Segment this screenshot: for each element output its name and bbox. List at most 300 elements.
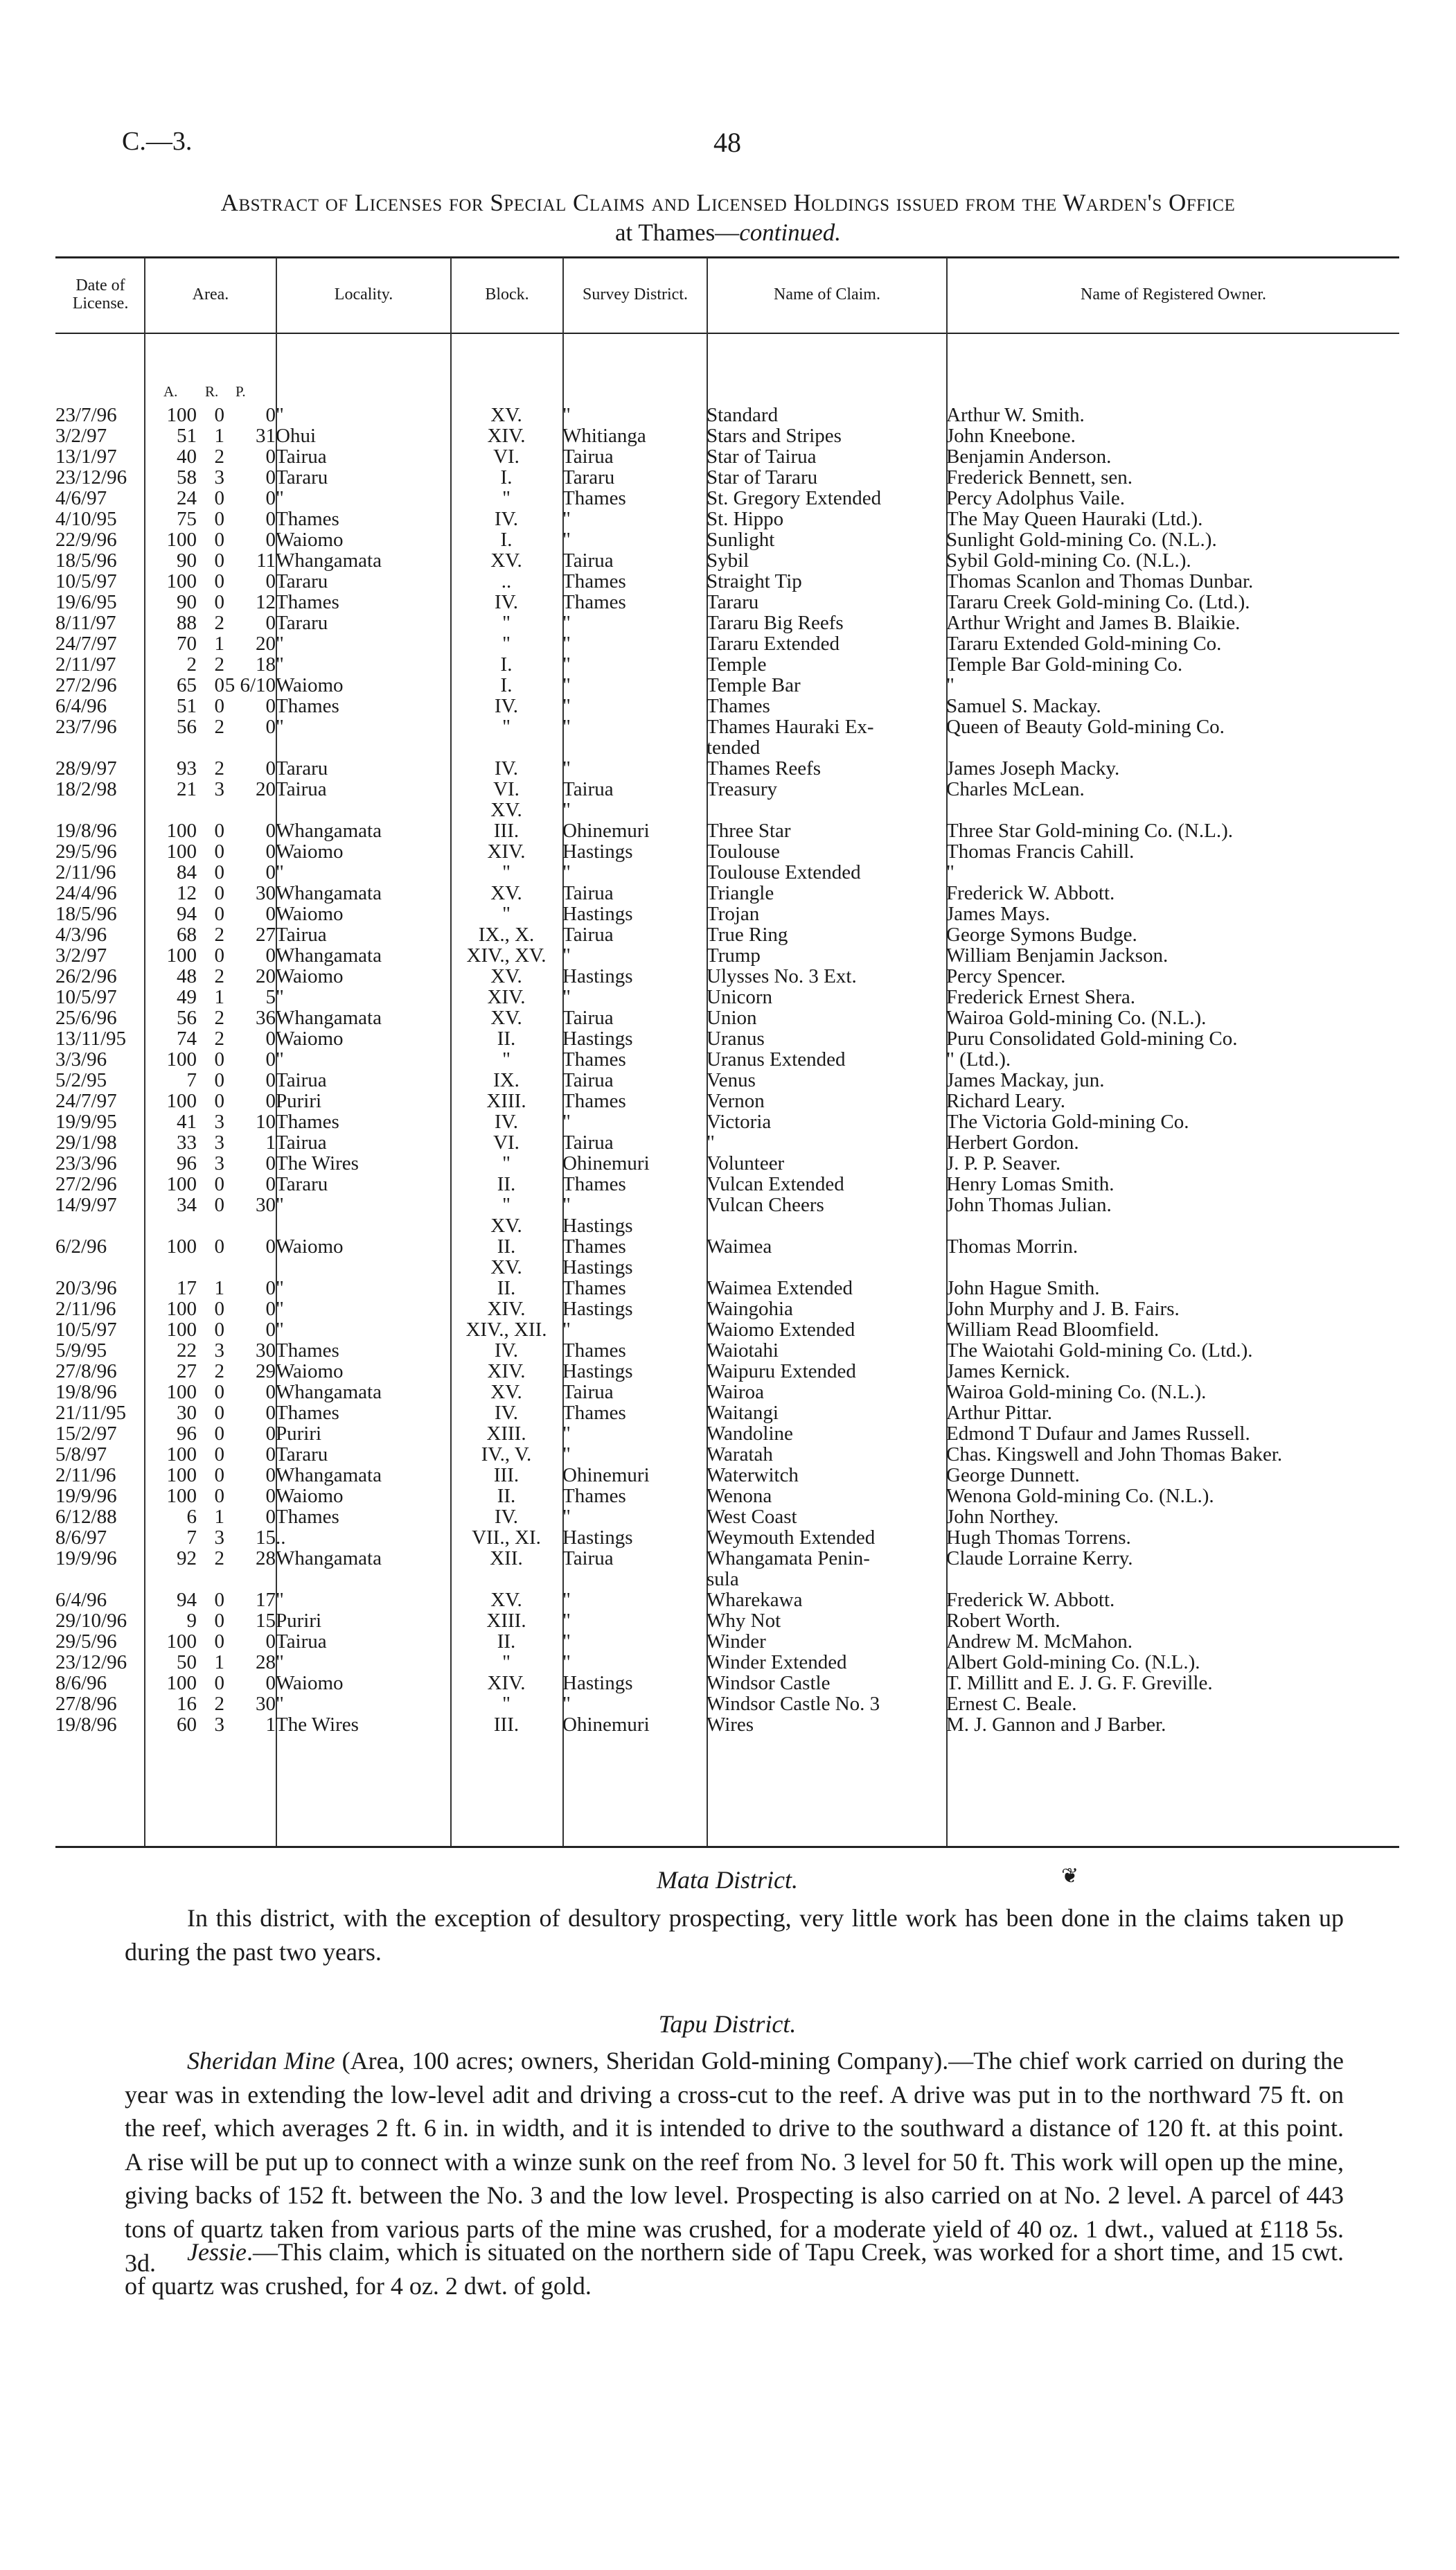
cell-cl: Triangle xyxy=(707,883,774,904)
cell-blk: XIV. xyxy=(487,1673,526,1693)
cell-cl: Uranus Extended xyxy=(707,1049,846,1070)
cell-own: Sybil Gold-mining Co. (N.L.). xyxy=(946,550,1191,571)
cell-loc: Puriri xyxy=(276,1610,322,1631)
cell-p: 0 xyxy=(265,509,276,529)
cell-cl: Ulysses No. 3 Ext. xyxy=(707,966,857,987)
table-row xyxy=(55,488,1399,509)
cell-a: 100 xyxy=(166,1382,197,1402)
cell-r: 2 xyxy=(214,966,224,987)
cell-blk: " xyxy=(502,488,511,509)
cell-loc: Thames xyxy=(276,696,339,716)
cell-own: Queen of Beauty Gold-mining Co. xyxy=(946,716,1225,737)
cell-a: 48 xyxy=(177,966,197,987)
cell-date: 3/3/96 xyxy=(55,1049,107,1070)
cell-p: 15 xyxy=(256,1610,276,1631)
cell-loc: " xyxy=(276,716,284,737)
table-row xyxy=(55,529,1399,550)
cell-cl: Waimea xyxy=(707,1236,772,1257)
cell-blk: " xyxy=(502,904,511,924)
cell-r: 0 xyxy=(214,1195,224,1215)
cell-r: 3 xyxy=(214,1527,224,1548)
cell-a: 9 xyxy=(186,1610,197,1631)
cell-sur: " xyxy=(562,1111,571,1132)
cell-a: 100 xyxy=(166,1049,197,1070)
table-row xyxy=(55,1486,1399,1506)
cell-a: 100 xyxy=(166,1299,197,1319)
cell-a: 100 xyxy=(166,405,197,425)
cell-a: 88 xyxy=(177,613,197,633)
cell-blk: IV. xyxy=(494,1111,519,1132)
cell-cl: Waipuru Extended xyxy=(707,1361,856,1382)
cell-sur: Tairua xyxy=(562,1070,614,1091)
cell-sur: Tairua xyxy=(562,550,614,571)
cell-sur: Tairua xyxy=(562,1548,614,1569)
cell-sur: " xyxy=(562,758,571,779)
table-row xyxy=(55,1382,1399,1402)
cell-cl: Winder Extended xyxy=(707,1652,847,1673)
cell-loc: Tairua xyxy=(276,1631,327,1652)
cell-cl xyxy=(707,1215,946,1236)
cell-r: 0 xyxy=(214,405,224,425)
cell-a: 100 xyxy=(166,1465,197,1486)
cell-loc: Thames xyxy=(276,1402,339,1423)
cell-cl: Trump xyxy=(707,945,761,966)
cell-r: 1 xyxy=(214,1506,224,1527)
cell-loc: Tararu xyxy=(276,758,328,779)
cell-cl: Star of Tararu xyxy=(707,467,818,488)
cell-own: Ernest C. Beale. xyxy=(946,1693,1077,1714)
cell-loc: Tairua xyxy=(276,1132,327,1153)
cell-date: 27/8/96 xyxy=(55,1693,117,1714)
cell-blk: " xyxy=(502,1195,511,1215)
cell-loc: " xyxy=(276,1278,284,1299)
cell-loc: The Wires xyxy=(276,1714,359,1735)
cell-a: 27 xyxy=(177,1361,197,1382)
cell-sur: " xyxy=(562,529,571,550)
cell-sur: Hastings xyxy=(562,1361,633,1382)
cell-date: 19/8/96 xyxy=(55,1714,117,1735)
cell-own: William Benjamin Jackson. xyxy=(946,945,1169,966)
cell-loc: Whangamata xyxy=(276,550,382,571)
cell-blk: IV. xyxy=(494,592,519,613)
cell-loc: Whangamata xyxy=(276,1548,382,1569)
jessie-paragraph xyxy=(125,2235,1344,2303)
cell-loc: Tararu xyxy=(276,1174,328,1195)
cell-loc: Waiomo xyxy=(276,904,344,924)
cell-date: 23/7/96 xyxy=(55,405,117,425)
cell-a: 100 xyxy=(166,820,197,841)
jessie-text: .—This claim, which is situated on the northern side of Tapu Creek, was worked for a short time, and 15 cwt. of quartz was crushed, for 4 oz. 2 dwt. of gold. xyxy=(125,2238,1344,2300)
cell-p: 0 xyxy=(265,1028,276,1049)
cell-r xyxy=(197,737,224,758)
cell-sur: Thames xyxy=(562,1278,626,1299)
cell-blk: " xyxy=(502,862,511,883)
cell-loc: Tairua xyxy=(276,446,327,467)
cell-own: Robert Worth. xyxy=(946,1610,1060,1631)
cell-own: " xyxy=(946,862,955,883)
cell-blk: XIV. xyxy=(487,987,526,1007)
cell-date xyxy=(55,800,144,820)
cell-date: 2/11/97 xyxy=(55,654,116,675)
cell-loc: Puriri xyxy=(276,1423,322,1444)
cell-blk xyxy=(450,1569,562,1590)
cell-r: 0 xyxy=(214,1236,224,1257)
cell-p: 31 xyxy=(256,425,276,446)
cell-date: 4/10/95 xyxy=(55,509,117,529)
table-row xyxy=(55,758,1399,779)
cell-sur: " xyxy=(562,675,571,696)
cell-r xyxy=(197,1257,224,1278)
cell-sur: " xyxy=(562,1506,571,1527)
cell-p: 0 xyxy=(265,841,276,862)
cell-blk: I. xyxy=(500,467,513,488)
cell-r: 2 xyxy=(214,1361,224,1382)
cell-sur: Hastings xyxy=(562,1527,633,1548)
cell-cl: Union xyxy=(707,1007,757,1028)
cell-p: 0 xyxy=(265,1423,276,1444)
cell-loc: " xyxy=(276,654,284,675)
table-row xyxy=(55,633,1399,654)
cell-cl: Waratah xyxy=(707,1444,773,1465)
cell-a: 56 xyxy=(177,716,197,737)
cell-own: Puru Consolidated Gold-mining Co. xyxy=(946,1028,1238,1049)
cell-blk: XV. xyxy=(490,883,522,904)
cell-date xyxy=(55,737,144,758)
table-row xyxy=(55,1444,1399,1465)
cell-r: 0 xyxy=(214,1049,224,1070)
cell-date: 13/11/95 xyxy=(55,1028,127,1049)
cell-loc: " xyxy=(276,1195,284,1215)
cell-r: 1 xyxy=(214,633,224,654)
cell-p: 0 xyxy=(265,1465,276,1486)
cell-own: Richard Leary. xyxy=(946,1091,1066,1111)
cell-r: 2 xyxy=(214,716,224,737)
cell-blk: III. xyxy=(493,1714,520,1735)
table-row xyxy=(55,1111,1399,1132)
table-row xyxy=(55,1693,1399,1714)
cell-loc: " xyxy=(276,987,284,1007)
cell-loc: Waiomo xyxy=(276,1673,344,1693)
cell-sur: Tairua xyxy=(562,1382,614,1402)
cell-blk: XIV. xyxy=(487,841,526,862)
cell-sur: Thames xyxy=(562,1340,626,1361)
cell-blk: XIV. xyxy=(487,425,526,446)
cell-a: 60 xyxy=(177,1714,197,1735)
cell-a: 12 xyxy=(177,883,197,904)
cell-cl: " xyxy=(707,1132,715,1153)
cell-sur: Hastings xyxy=(562,966,633,987)
cell-own: The May Queen Hauraki (Ltd.). xyxy=(946,509,1203,529)
cell-p: 0 xyxy=(265,529,276,550)
cell-own: Benjamin Anderson. xyxy=(946,446,1112,467)
cell-r: 1 xyxy=(214,987,224,1007)
cell-cl: Wairoa xyxy=(707,1382,765,1402)
cell-loc: " xyxy=(276,405,284,425)
cell-r: 0 xyxy=(214,488,224,509)
cell-own: " xyxy=(946,675,955,696)
cell-cl: Waterwitch xyxy=(707,1465,799,1486)
cell-date: 6/4/96 xyxy=(55,1590,107,1610)
table-row xyxy=(55,1299,1399,1319)
perches-label: P. xyxy=(236,383,246,400)
cell-a: 100 xyxy=(166,571,197,592)
cell-date: 19/9/96 xyxy=(55,1548,117,1569)
cell-r: 0 xyxy=(214,1423,224,1444)
cell-own: Tararu Creek Gold-mining Co. (Ltd.). xyxy=(946,592,1250,613)
cell-date: 2/11/96 xyxy=(55,862,116,883)
cell-p xyxy=(224,737,276,758)
table-row xyxy=(55,1423,1399,1444)
table-row xyxy=(55,1153,1399,1174)
cell-sur: " xyxy=(562,613,571,633)
cell-own: Claude Lorraine Kerry. xyxy=(946,1548,1133,1569)
cell-own: Arthur W. Smith. xyxy=(946,405,1085,425)
cell-date: 24/7/97 xyxy=(55,633,117,654)
table-title-line2 xyxy=(55,218,1401,248)
cell-sur: " xyxy=(562,1195,571,1215)
cell-date: 8/11/97 xyxy=(55,613,116,633)
cell-date: 10/5/97 xyxy=(55,571,117,592)
cell-p: 20 xyxy=(256,779,276,800)
table-row xyxy=(55,1215,1399,1236)
cell-blk: XV. xyxy=(490,1382,522,1402)
cell-loc: Tararu xyxy=(276,467,328,488)
sheridan-lead: Sheridan Mine xyxy=(187,2047,335,2075)
table-row xyxy=(55,467,1399,488)
cell-a: 65 xyxy=(177,675,197,696)
cell-date xyxy=(55,1257,144,1278)
cell-date: 6/4/96 xyxy=(55,696,107,716)
cell-r: 0 xyxy=(214,1590,224,1610)
cell-sur: " xyxy=(562,1444,571,1465)
cell-sur: Thames xyxy=(562,1402,626,1423)
table-row xyxy=(55,1590,1399,1610)
cell-p: 10 xyxy=(256,1111,276,1132)
cell-loc: Whangamata xyxy=(276,820,382,841)
cell-a: 94 xyxy=(177,1590,197,1610)
cell-date: 25/6/96 xyxy=(55,1007,117,1028)
cell-a: 100 xyxy=(166,945,197,966)
table-row xyxy=(55,1610,1399,1631)
cell-cl: Trojan xyxy=(707,904,760,924)
cell-a xyxy=(144,800,197,820)
cell-own: Herbert Gordon. xyxy=(946,1132,1079,1153)
cell-own: James Joseph Macky. xyxy=(946,758,1120,779)
cell-sur: " xyxy=(562,509,571,529)
cell-loc: " xyxy=(276,1049,284,1070)
cell-cl: Why Not xyxy=(707,1610,781,1631)
cell-r: 0 xyxy=(214,841,224,862)
cell-r: 2 xyxy=(214,446,224,467)
cell-blk: I. xyxy=(500,529,513,550)
table-row xyxy=(55,425,1399,446)
cell-own: Henry Lomas Smith. xyxy=(946,1174,1115,1195)
cell-blk: XIV. xyxy=(487,1299,526,1319)
cell-cl: Star of Tairua xyxy=(707,446,817,467)
cell-blk: XV. xyxy=(490,405,522,425)
cell-loc: Waiomo xyxy=(276,1486,344,1506)
cell-p: 5 xyxy=(265,987,276,1007)
cell-date: 13/1/97 xyxy=(55,446,117,467)
table-row xyxy=(55,862,1399,883)
cell-cl: Waingohia xyxy=(707,1299,793,1319)
cell-a: 94 xyxy=(177,904,197,924)
cell-own: Arthur Wright and James B. Blaikie. xyxy=(946,613,1241,633)
col-area-header: Area. xyxy=(192,285,229,303)
cell-date: 27/2/96 xyxy=(55,1174,117,1195)
cell-date: 18/5/96 xyxy=(55,904,117,924)
cell-own: Edmond T Dufaur and James Russell. xyxy=(946,1423,1250,1444)
cell-own: The Waiotahi Gold-mining Co. (Ltd.). xyxy=(946,1340,1253,1361)
cell-cl: Toulouse xyxy=(707,841,780,862)
cell-a: 41 xyxy=(177,1111,197,1132)
table-row xyxy=(55,800,1399,820)
cell-blk: II. xyxy=(497,1486,516,1506)
cell-loc: Waiomo xyxy=(276,529,344,550)
cell-p: 0 xyxy=(265,1506,276,1527)
cell-p: 0 xyxy=(265,1486,276,1506)
cell-a: 7 xyxy=(186,1527,197,1548)
cell-r: 3 xyxy=(214,779,224,800)
cell-sur: Thames xyxy=(562,1236,626,1257)
cell-cl: Uranus xyxy=(707,1028,765,1049)
cell-p: 0 xyxy=(265,1299,276,1319)
table-title-prefix: at Thames— xyxy=(615,218,740,246)
cell-cl: Stars and Stripes xyxy=(707,425,842,446)
cell-sur: Tairua xyxy=(562,1132,614,1153)
cell-date: 8/6/96 xyxy=(55,1673,107,1693)
cell-date: 5/8/97 xyxy=(55,1444,107,1465)
cell-sur: " xyxy=(562,945,571,966)
cell-date: 5/9/95 xyxy=(55,1340,107,1361)
cell-cl: St. Gregory Extended xyxy=(707,488,882,509)
cell-sur: Ohinemuri xyxy=(562,1714,650,1735)
cell-loc: Thames xyxy=(276,509,339,529)
cell-date: 18/5/96 xyxy=(55,550,117,571)
cell-sur: Thames xyxy=(562,571,626,592)
cell-own: T. Millitt and E. J. G. F. Greville. xyxy=(946,1673,1213,1693)
cell-blk: III. xyxy=(493,1465,520,1486)
cell-loc: Waiomo xyxy=(276,841,344,862)
cell-p: 30 xyxy=(256,1340,276,1361)
cell-r: 1 xyxy=(214,1652,224,1673)
cell-sur: Thames xyxy=(562,488,626,509)
cell-date: 23/3/96 xyxy=(55,1153,117,1174)
cell-loc: Whangamata xyxy=(276,945,382,966)
cell-a: 100 xyxy=(166,1486,197,1506)
table-row xyxy=(55,904,1399,924)
cell-own: Chas. Kingswell and John Thomas Baker. xyxy=(946,1444,1283,1465)
table-row xyxy=(55,1402,1399,1423)
cell-a: 22 xyxy=(177,1340,197,1361)
cell-own: Wairoa Gold-mining Co. (N.L.). xyxy=(946,1382,1207,1402)
cell-sur: Hastings xyxy=(562,1215,633,1236)
cell-loc: Tairua xyxy=(276,779,327,800)
cell-p: 20 xyxy=(256,633,276,654)
cell-sur: Thames xyxy=(562,1486,626,1506)
table-row xyxy=(55,446,1399,467)
cell-r: 3 xyxy=(214,1340,224,1361)
cell-date: 22/9/96 xyxy=(55,529,117,550)
cell-p xyxy=(224,800,276,820)
cell-cl: Waitangi xyxy=(707,1402,779,1423)
cell-sur: Hastings xyxy=(562,841,633,862)
cell-date: 19/9/95 xyxy=(55,1111,117,1132)
cell-own: John Murphy and J. B. Fairs. xyxy=(946,1299,1180,1319)
cell-blk: XV. xyxy=(490,1257,522,1278)
table-row xyxy=(55,675,1399,696)
cell-a: 96 xyxy=(177,1423,197,1444)
cell-own: Thomas Francis Cahill. xyxy=(946,841,1135,862)
table-row xyxy=(55,1319,1399,1340)
cell-blk: II. xyxy=(497,1028,516,1049)
cell-r: 0 xyxy=(214,883,224,904)
cell-cl: Wires xyxy=(707,1714,754,1735)
cell-r: 0 xyxy=(214,509,224,529)
table-row xyxy=(55,1049,1399,1070)
ornament-icon: ❦ xyxy=(1061,1865,1079,1887)
table-row xyxy=(55,1236,1399,1257)
cell-date: 27/8/96 xyxy=(55,1361,117,1382)
cell-loc: Thames xyxy=(276,1111,339,1132)
cell-r: 3 xyxy=(214,1132,224,1153)
cell-blk xyxy=(450,737,562,758)
cell-a xyxy=(144,1215,197,1236)
cell-r: 0 xyxy=(214,1486,224,1506)
roods-label: R. xyxy=(205,383,219,400)
mata-paragraph: In this district, with the exception of desultory prospecting, very little work has been done in the claims taken up during the past two years. xyxy=(125,1904,1344,1966)
cell-sur: Tararu xyxy=(562,467,615,488)
cell-p xyxy=(224,1257,276,1278)
cell-sur: " xyxy=(562,654,571,675)
cell-p: 0 xyxy=(265,488,276,509)
cell-sur: " xyxy=(562,1631,571,1652)
cell-p: 0 xyxy=(265,716,276,737)
cell-sur: Tairua xyxy=(562,446,614,467)
cell-own: " (Ltd.). xyxy=(946,1049,1011,1070)
cell-date: 27/2/96 xyxy=(55,675,117,696)
table-row xyxy=(55,1132,1399,1153)
cell-sur xyxy=(562,1569,707,1590)
cell-blk: XII. xyxy=(490,1548,523,1569)
page-number: 48 xyxy=(713,127,741,158)
cell-cl: Three Star xyxy=(707,820,791,841)
cell-loc: Tairua xyxy=(276,924,327,945)
table-top-rule xyxy=(55,256,1399,258)
cell-date: 26/2/96 xyxy=(55,966,117,987)
cell-cl: Standard xyxy=(707,405,779,425)
cell-p: 28 xyxy=(256,1652,276,1673)
cell-cl: Tararu xyxy=(707,592,759,613)
cell-r: 0 xyxy=(214,1174,224,1195)
cell-p: 30 xyxy=(256,1693,276,1714)
cell-blk: IV. xyxy=(494,758,519,779)
cell-cl: Victoria xyxy=(707,1111,772,1132)
cell-a: 90 xyxy=(177,592,197,613)
cell-own: James Mackay, jun. xyxy=(946,1070,1105,1091)
cell-cl: Tararu Big Reefs xyxy=(707,613,844,633)
cell-a: 2 xyxy=(186,654,197,675)
table-row xyxy=(55,1527,1399,1548)
cell-sur: Thames xyxy=(562,1174,626,1195)
cell-loc xyxy=(276,1257,450,1278)
cell-blk: XV. xyxy=(490,1590,522,1610)
cell-date: 19/6/95 xyxy=(55,592,117,613)
cell-r: 0 xyxy=(214,571,224,592)
cell-loc: Waiomo xyxy=(276,1236,344,1257)
cell-blk: VI. xyxy=(493,1132,520,1153)
cell-r xyxy=(197,1569,224,1590)
